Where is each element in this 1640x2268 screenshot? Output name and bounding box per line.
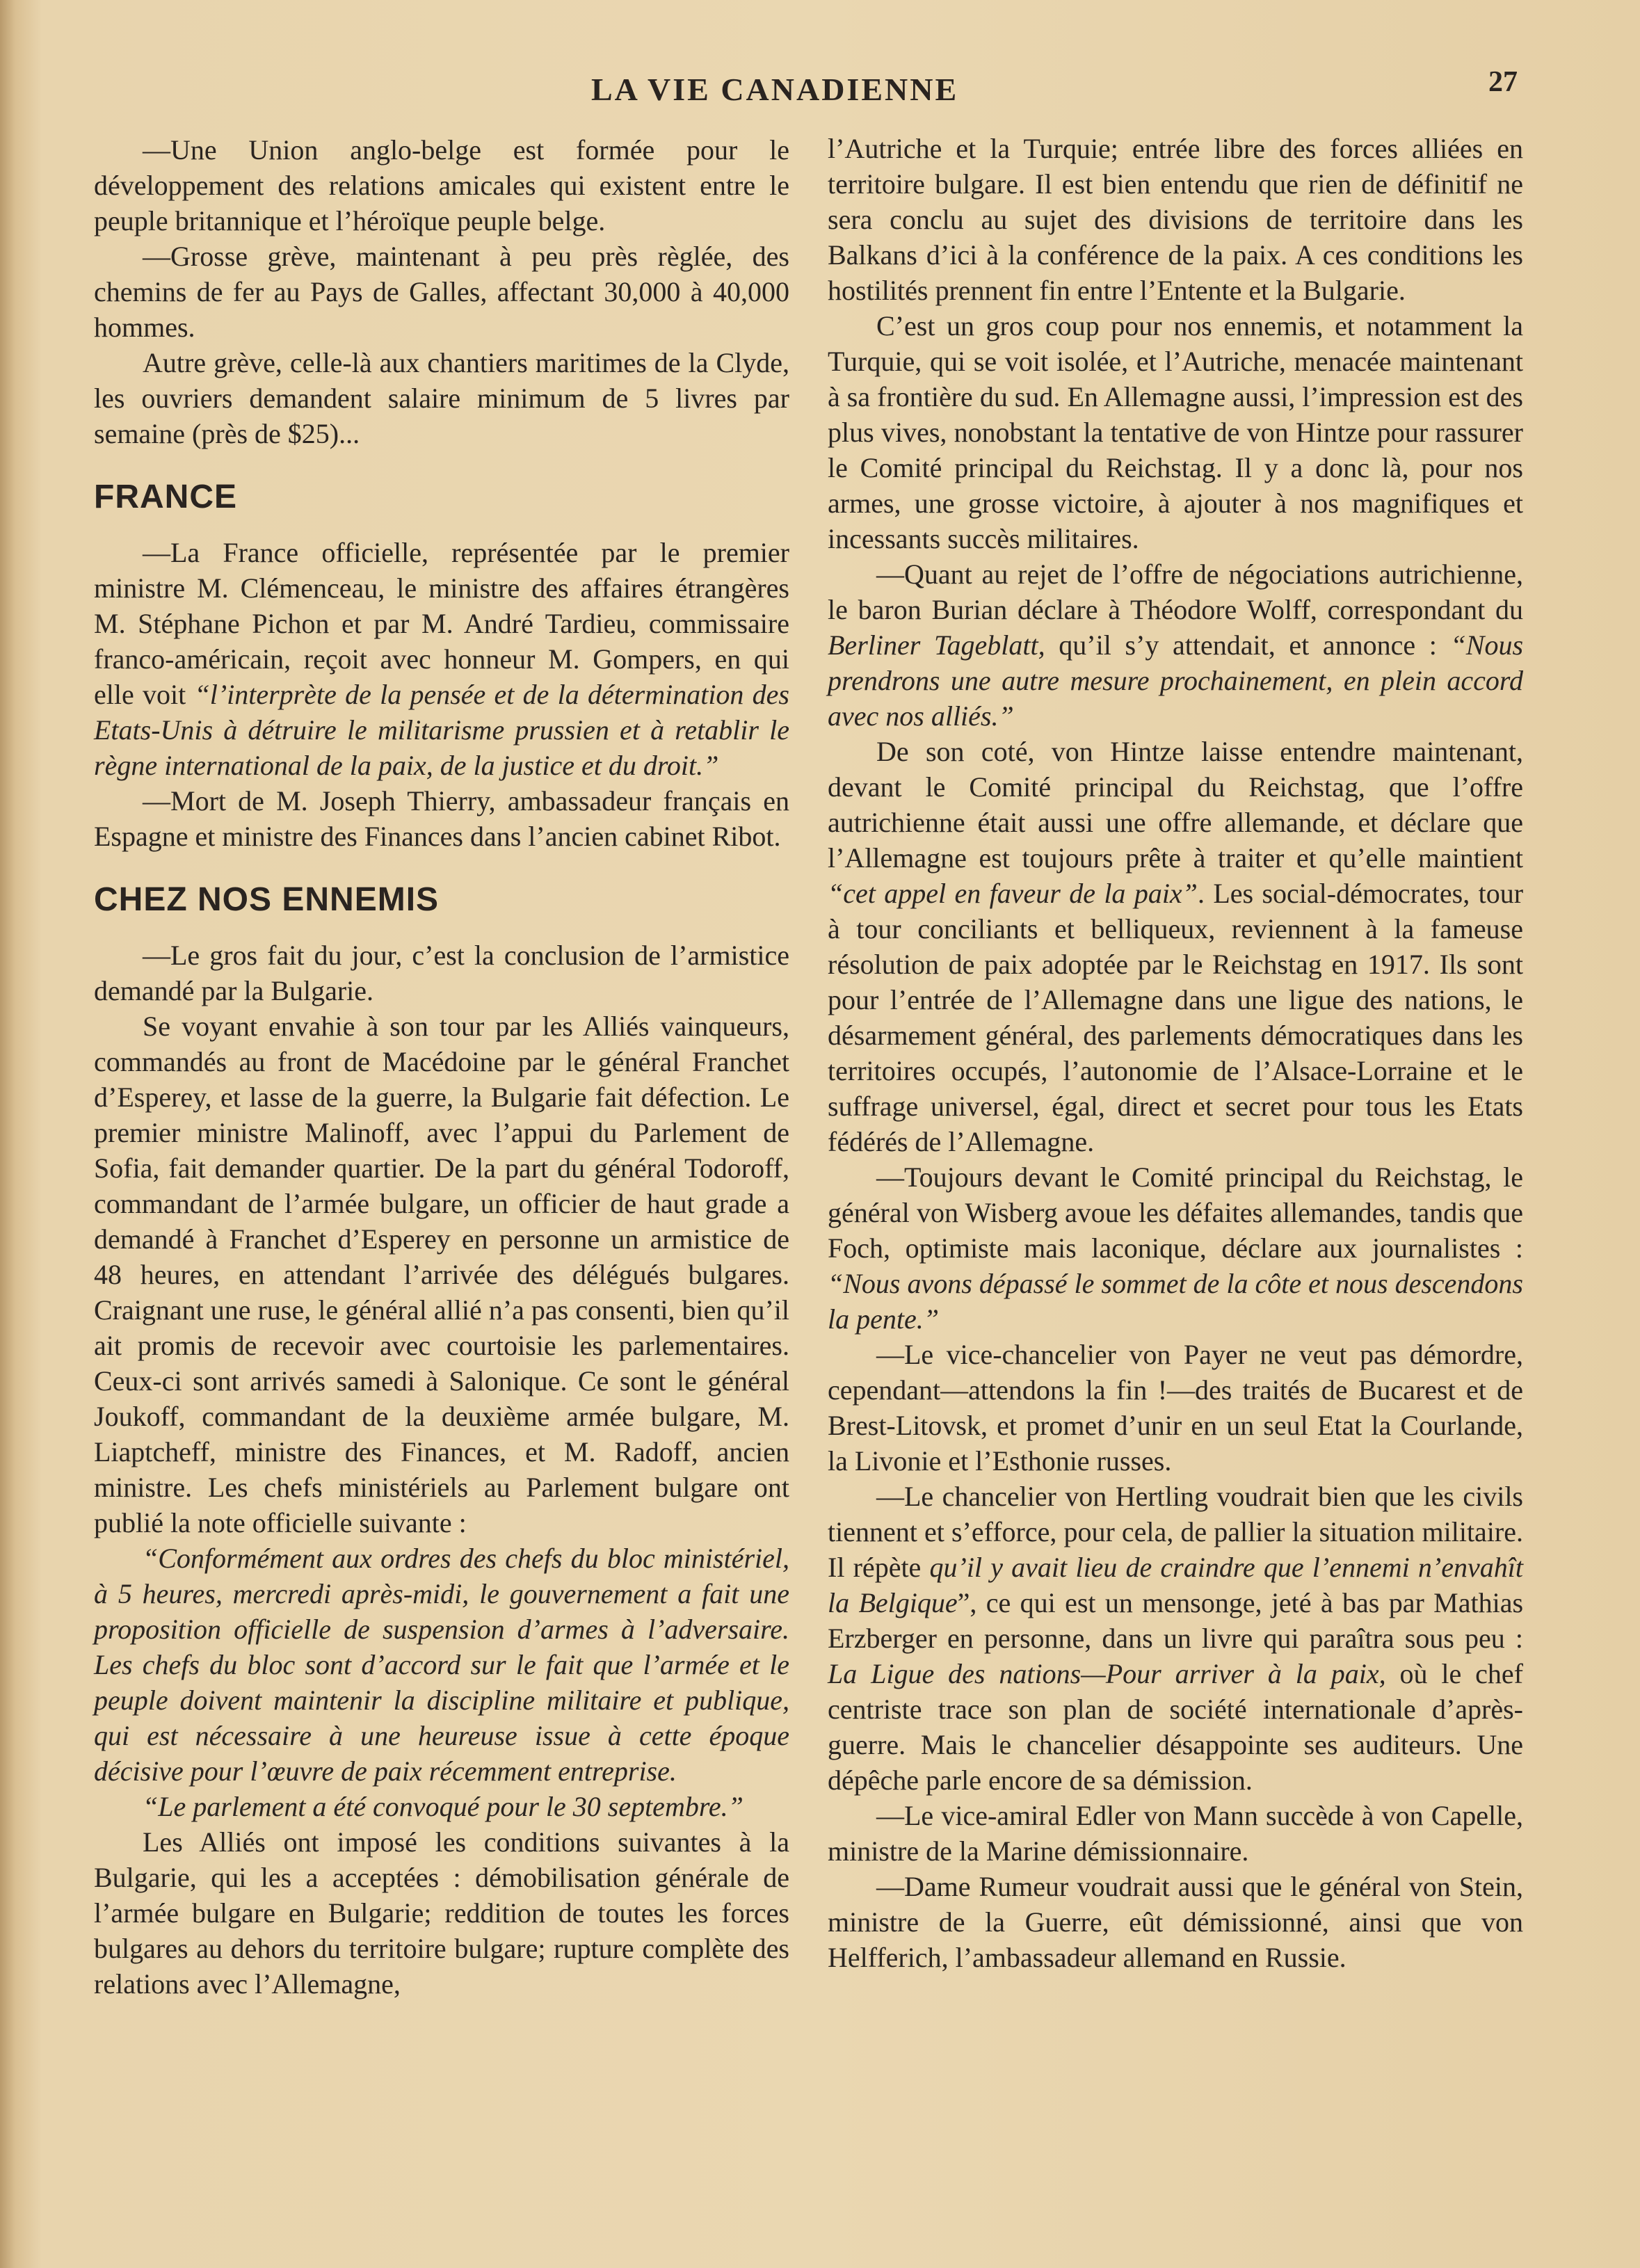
page-number: 27 (1488, 66, 1518, 98)
book-title: La Ligue des nations—Pour arriver à la paix, (828, 1658, 1386, 1689)
section-heading-ennemis: CHEZ NOS ENNEMIS (94, 881, 440, 918)
text-span: —Quant au rejet de l’offre de négociations autrichienne, le baron Burian déclare à Théodore Wolff, correspondant du (828, 558, 1523, 625)
paragraph-hertling (828, 1479, 1523, 1798)
quote-hertling: qu’il y avait lieu de craindre que l’ennemi n’envahît la Belgique (828, 1552, 1523, 1618)
text-span: qu’il s’y attendait, et annonce : (1045, 629, 1451, 661)
running-title: LA VIE CANADIENNE (591, 72, 959, 107)
left-column (94, 132, 789, 2002)
paragraph-bulgarie: Se voyant envahie à son tour par les Alliés vainqueurs, commandés au front de Macédoine par le général Franchet d’Esperey, et lasse de la guerre, la Bulgarie fait défection. Le premier ministre Malinoff, avec l’appui du Parlement de Sofia, fait demander quartier. De la part du général Todoroff, commandant de l’armée bulgare, un officier de haut grade a demandé à Franchet d’Esperey en personne un armistice de 48 heures, en attendant l’arrivée des délégués bulgares. Craignant une ruse, le général allié n’a pas consenti, bien qu’il ait promis de recevoir avec courtoisie les parlementaires. Ceux-ci sont arrivés samedi à Salonique. Ce sont le général Joukoff, commandant de la deuxième armée bulgare, M. Liaptcheff, ministre des Finances, et M. Radoff, ancien ministre. Les chefs ministériels au Parlement bulgare ont publié la note officielle suivante : (94, 1011, 789, 1538)
quote-burian: “Nous prendrons une autre mesure prochainement, en plein accord avec nos alliés.” (828, 629, 1524, 732)
paragraph-note-officielle (94, 1541, 789, 1789)
paragraph-gros-coup: C’est un gros coup pour nos ennemis, et notamment la Turquie, qui se voit isolée, et l’Autriche, menacée maintenant à sa frontière du sud. En Allemagne aussi, l’impression est des plus vives, nonobstant la tentative de von Hintze pour rassurer le Comité principal du Reichstag. Il y a donc là, pour nos armes, une grosse victoire, à ajouter à nos magnifiques et incessants succès militaires. (828, 310, 1523, 554)
text-span: De son coté, von Hintze laisse entendre maintenant, devant le Comité principal du Reichstag, que l’offre autrichienne était aussi une offre allemande, et déclare que l’Allemagne est toujours prête à traiter et qu’elle maintient (828, 736, 1523, 874)
paragraph-mann: —Le vice-amiral Edler von Mann succède à von Capelle, ministre de la Marine démissionnaire. (828, 1800, 1523, 1867)
paragraph-burian (828, 556, 1523, 734)
quote-foch: “Nous avons dépassé le sommet de la côte et nous descendons la pente.” (828, 1268, 1523, 1335)
paragraph-rumeur: —Dame Rumeur voudrait aussi que le général von Stein, ministre de la Guerre, eût démissionné, ainsi que von Helfferich, l’ambassadeur allemand en Russie. (828, 1871, 1523, 1973)
paragraph-thierry: —Mort de M. Joseph Thierry, ambassadeur français en Espagne et ministre des Finances dans l’ancien cabinet Ribot. (94, 785, 789, 852)
text-span: où le chef centriste trace son plan de société internationale d’après-guerre. Mais le chancelier désappointe ses auditeurs. Une dépêche parle encore de sa démission. (828, 1658, 1523, 1796)
text-span: —Le chancelier von Hertling voudrait bien que les civils tiennent et s’efforce, pour cela, de pallier la situation militaire. Il répète (828, 1481, 1523, 1583)
paragraph-conditions-cont: l’Autriche et la Turquie; entrée libre des forces alliées en territoire bulgare. Il est bien entendu que rien de définitif ne sera conclu au sujet des divisions de territoire dans les Balkans d’ici à la conférence de la paix. A ces conditions les hostilités prennent fin entre l’Entente et la Bulgarie. (828, 133, 1523, 306)
quote-hintze: “cet appel en faveur de la paix” (828, 878, 1198, 909)
text-span: . Les social-démocrates, tour à tour conciliants et belliqueux, reviennent à la fameuse résolution de paix adoptée par le Reichstag en 1917. Ils sont pour l’entrée de l’Allemagne dans une ligue des nations, le désarmement général, des parlements démocratiques dans les territoires occupés, l’autonomie de l’Alsace-Lorraine et le suffrage universel, égal, direct et secret pour tous les Etats fédérés de l’Allemagne. (828, 878, 1524, 1157)
section-heading-france: FRANCE (94, 478, 237, 515)
text-span: ”, ce qui est un mensonge, jeté à bas par Mathias Erzberger en personne, dans un livre qui paraîtra sous peu : (828, 1587, 1524, 1654)
quote-gompers: “l’interprète de la pensée et de la détermination des Etats-Unis à détruire le militarisme prussien et à retablir le règne international de la paix, de la justice et du droit.” (94, 679, 789, 781)
paragraph-hintze (828, 734, 1523, 1159)
text-span: —La France officielle, représentée par le premier ministre M. Clémenceau, le ministre des affaires étrangères M. Stéphane Pichon et par M. André Tardieu, commissaire franco-américain, reçoit avec honneur M. Gompers, en qui elle voit (94, 537, 789, 710)
paragraph-greve-galles: —Grosse grève, maintenant à peu près règlée, des chemins de fer au Pays de Galles, affectant 30,000 à 40,000 hommes. (94, 241, 789, 343)
paragraph-anglo-belge: —Une Union anglo-belge est formée pour le développement des relations amicales qui existent entre le peuple britannique et l’héroïque peuple belge. (94, 134, 789, 236)
paragraph-greve-clyde: Autre grève, celle-là aux chantiers maritimes de la Clyde, les ouvriers demandent salaire minimum de 5 livres par semaine (près de $25)... (94, 347, 789, 449)
paragraph-conditions: Les Alliés ont imposé les conditions suivantes à la Bulgarie, qui les a acceptées : démobilisation générale de l’armée bulgare en Bulgarie; reddition de toutes les forces bulgares au dehors du territoire bulgare; rupture complète des relations avec l’Allemagne, (94, 1826, 789, 2000)
paragraph-armistice: —Le gros fait du jour, c’est la conclusion de l’armistice demandé par la Bulgarie. (94, 940, 789, 1006)
paragraph-wisberg (828, 1159, 1523, 1337)
quote-parlement: “Le parlement a été convoqué pour le 30 septembre.” (143, 1791, 743, 1822)
paragraph-parlement (94, 1789, 789, 1824)
paragraph-france-gompers (94, 535, 789, 783)
page-header (0, 64, 1640, 113)
paragraph-payer: —Le vice-chancelier von Payer ne veut pas démordre, cependant—attendons la fin !—des traités de Bucarest et de Brest-Litovsk, et promet d’unir en un seul Etat la Courlande, la Livonie et l’Esthonie russes. (828, 1339, 1523, 1477)
right-column (828, 131, 1523, 1975)
newspaper-name: Berliner Tageblatt, (828, 629, 1045, 661)
text-span: —Toujours devant le Comité principal du Reichstag, le général von Wisberg avoue les défaites allemandes, tandis que Foch, optimiste mais laconique, déclare aux journalistes : (828, 1161, 1523, 1264)
quote-note: “Conformément aux ordres des chefs du bloc ministériel, à 5 heures, mercredi après-midi, le gouvernement a fait une proposition officielle de suspension d’armes à l’adversaire. Les chefs du bloc sont d’accord sur le fait que l’armée et le peuple doivent maintenir la discipline militaire et publique, qui est nécessaire à une heureuse issue à cette époque décisive pour l’œuvre de paix récemment entreprise. (94, 1543, 789, 1787)
